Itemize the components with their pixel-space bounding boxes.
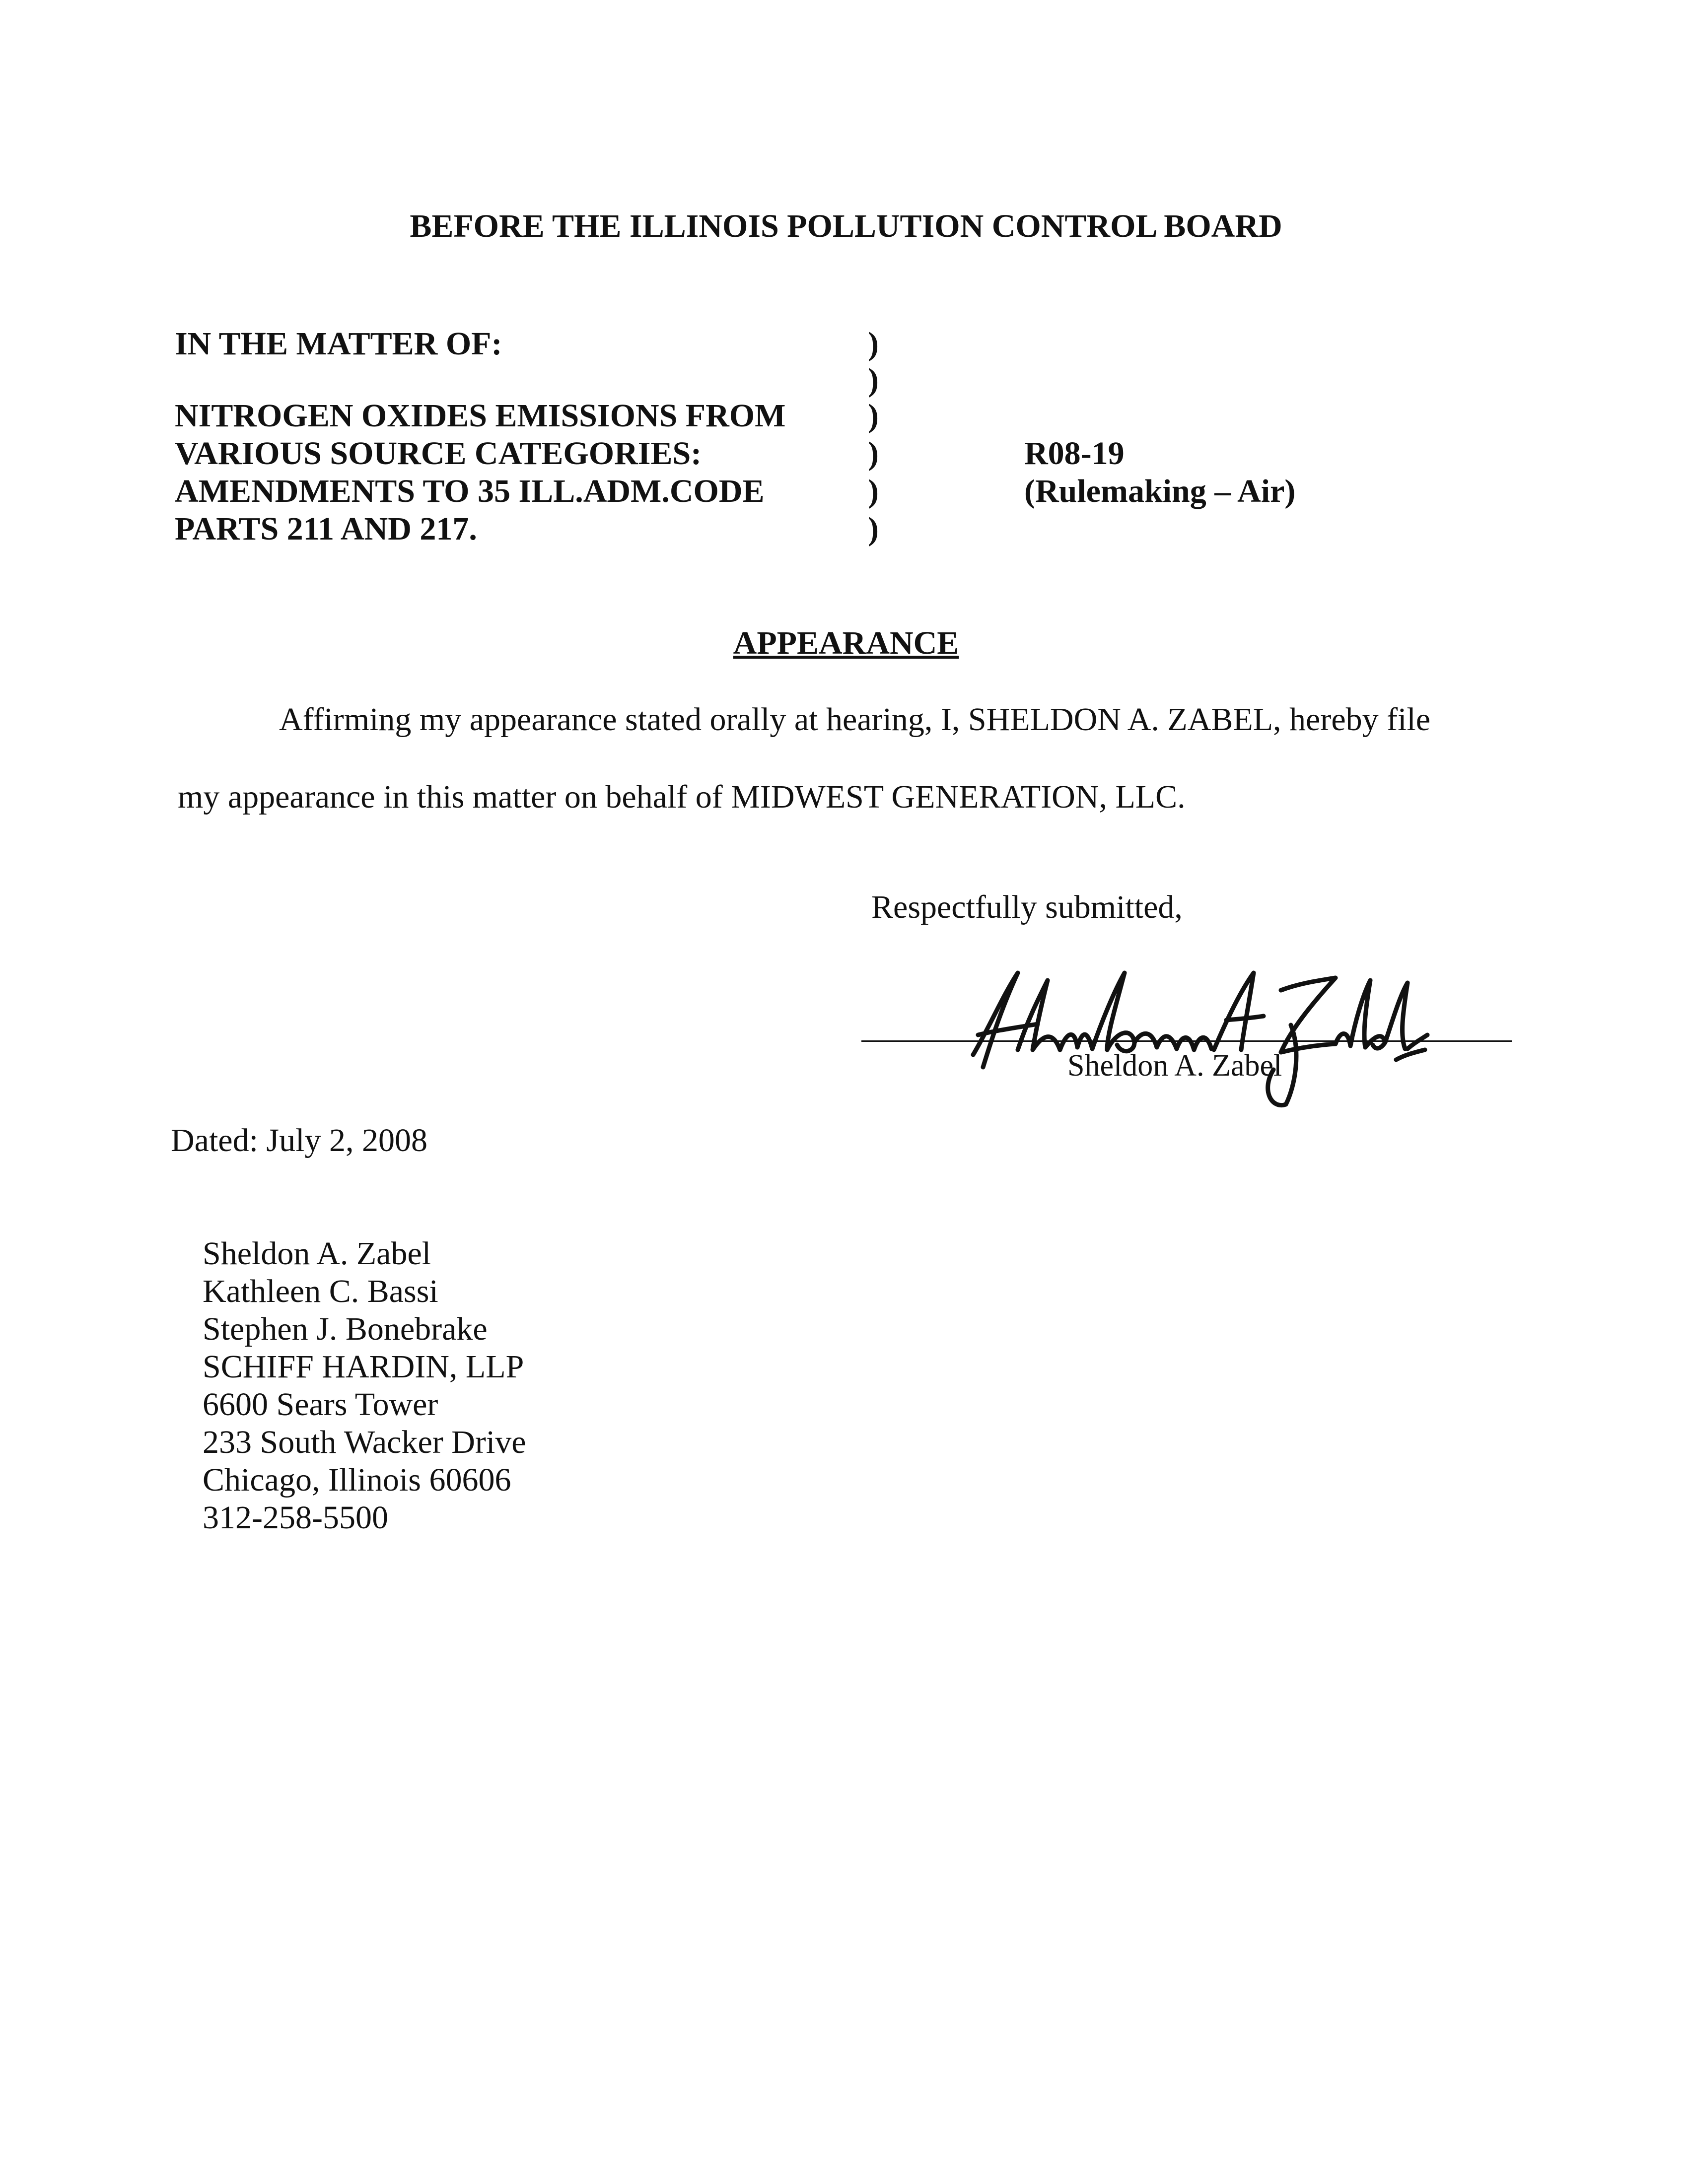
matter-label: IN THE MATTER OF: bbox=[175, 326, 502, 362]
address-line: Kathleen C. Bassi bbox=[203, 1273, 438, 1309]
address-line: 312-258-5500 bbox=[203, 1500, 388, 1536]
caption-line: NITROGEN OXIDES EMISSIONS FROM bbox=[175, 398, 786, 434]
appearance-text-line-1: Affirming my appearance stated orally at hearing, I, SHELDON A. ZABEL, hereby file bbox=[279, 701, 1431, 738]
caption-paren: ) bbox=[868, 511, 879, 547]
docket-number: R08-19 bbox=[1024, 435, 1125, 472]
caption-line: VARIOUS SOURCE CATEGORIES: bbox=[175, 435, 702, 472]
dated-line: Dated: July 2, 2008 bbox=[171, 1122, 427, 1159]
appearance-title: APPEARANCE bbox=[733, 625, 959, 661]
document-heading: BEFORE THE ILLINOIS POLLUTION CONTROL BOARD bbox=[410, 208, 1282, 244]
closing-text: Respectfully submitted, bbox=[871, 889, 1183, 925]
signature-line bbox=[861, 1040, 1512, 1042]
address-line: Chicago, Illinois 60606 bbox=[203, 1462, 511, 1498]
address-line: 6600 Sears Tower bbox=[203, 1386, 438, 1423]
appearance-text-line-2: my appearance in this matter on behalf of MIDWEST GENERATION, LLC. bbox=[178, 779, 1186, 815]
caption-paren: ) bbox=[868, 435, 879, 472]
address-line: Sheldon A. Zabel bbox=[203, 1235, 431, 1272]
address-line: SCHIFF HARDIN, LLP bbox=[203, 1349, 524, 1385]
handwritten-signature bbox=[943, 960, 1430, 1114]
typed-signatory-name: Sheldon A. Zabel bbox=[1067, 1049, 1282, 1083]
caption-paren: ) bbox=[868, 362, 879, 398]
caption-paren: ) bbox=[868, 473, 879, 509]
caption-line: AMENDMENTS TO 35 ILL.ADM.CODE bbox=[175, 473, 765, 509]
docket-type: (Rulemaking – Air) bbox=[1024, 473, 1296, 509]
address-line: 233 South Wacker Drive bbox=[203, 1424, 526, 1460]
caption-line: PARTS 211 AND 217. bbox=[175, 511, 477, 547]
address-line: Stephen J. Bonebrake bbox=[203, 1311, 488, 1347]
caption-paren: ) bbox=[868, 398, 879, 434]
counsel-address-block bbox=[203, 1235, 526, 1537]
caption-paren: ) bbox=[868, 326, 879, 362]
